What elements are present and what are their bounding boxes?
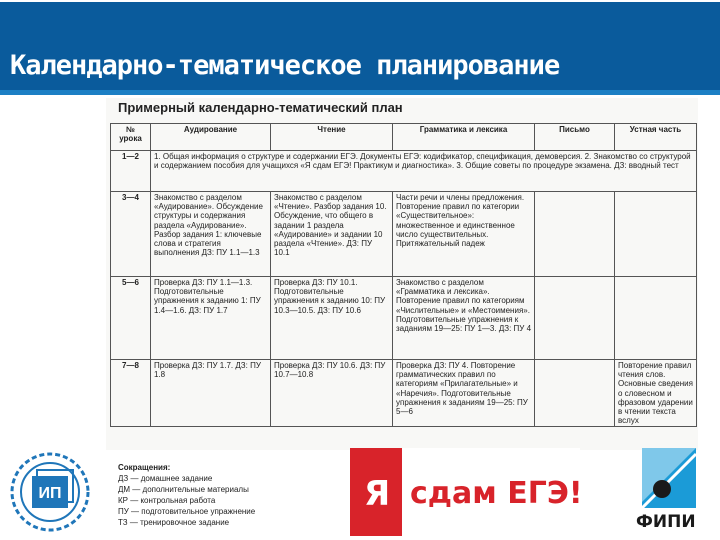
- merged-cell: 1. Общая информация о структуре и содержании ЕГЭ. Документы ЕГЭ: кодификатор, спецификация, демоверсия. 2. Знакомство со структурой и содержанием пособия для учащихся «Я сдам ЕГЭ! Практикум и диагностика». 3. Общие советы по процедуре экзамена. ДЗ: вводный тест: [151, 151, 697, 192]
- lesson-number: 5—6: [111, 277, 151, 360]
- logo-ya-text: Я: [364, 474, 391, 514]
- title-banner: [0, 2, 720, 90]
- table-row: [111, 277, 697, 360]
- table-row: [111, 151, 697, 192]
- header-oral: Устная часть: [615, 124, 697, 151]
- legend-item: ДЗ — домашнее задание: [118, 474, 213, 483]
- reading-cell: Проверка ДЗ: ПУ 10.1. Подготовительные упражнения к заданию 10: ПУ 10.3—10.5. ДЗ: ПУ 10.6: [271, 277, 393, 360]
- table-row: [111, 360, 697, 427]
- lesson-number: 3—4: [111, 192, 151, 277]
- writing-cell: [535, 277, 615, 360]
- header-reading: Чтение: [271, 124, 393, 151]
- plan-table: [110, 123, 697, 427]
- reading-cell: Проверка ДЗ: ПУ 10.6. ДЗ: ПУ 10.7—10.8: [271, 360, 393, 427]
- abbreviations-legend: [118, 462, 255, 528]
- svg-text:ИП: ИП: [38, 485, 62, 502]
- header-writing: Письмо: [535, 124, 615, 151]
- legend-item: ДМ — дополнительные материалы: [118, 485, 249, 494]
- logo-sdam-ege-text: сдам ЕГЭ!: [410, 476, 583, 511]
- table-row: [111, 192, 697, 277]
- oral-cell: [615, 277, 697, 360]
- oral-cell: Повторение правил чтения слов. Основные сведения о словесном и фразовом ударении в чтении текста вслух: [615, 360, 697, 427]
- legend-heading: Сокращения:: [118, 463, 171, 472]
- banner-strip: [0, 90, 720, 95]
- reading-cell: Знакомство с разделом «Чтение». Разбор задания 10. Обсуждение, что общего в задании 1 раздела «Аудирование» и задании 10 раздела «Чтение». ДЗ: ПУ 10.1: [271, 192, 393, 277]
- legend-item: ТЗ — тренировочное задание: [118, 518, 230, 527]
- grammar-cell: Части речи и члены предложения. Повторение правил по категории «Существительное»: множественное и единственное число существительных. Притяжательный падеж: [393, 192, 535, 277]
- header-grammar: Грамматика и лексика: [393, 124, 535, 151]
- writing-cell: [535, 192, 615, 277]
- listening-cell: Знакомство с разделом «Аудирование». Обсуждение структуры и содержания раздела «Аудирование». Разбор задания 1: ключевые слова и стратегия выполнения ДЗ: ПУ 1.1—1.3: [151, 192, 271, 277]
- lesson-number: 7—8: [111, 360, 151, 427]
- slide-title: Календарно-тематическое планирование: [10, 50, 560, 81]
- lesson-number: 1—2: [111, 151, 151, 192]
- ya-sdam-ege-logo: [350, 448, 583, 536]
- fipi-logo-text: ФИПИ: [636, 512, 696, 532]
- listening-cell: Проверка ДЗ: ПУ 1.1—1.3. Подготовительные упражнения к заданию 1: ПУ 1.4—1.6. ДЗ: ПУ 1.7: [151, 277, 271, 360]
- oral-cell: [615, 192, 697, 277]
- writing-cell: [535, 360, 615, 427]
- legend-item: ПУ — подготовительное упражнение: [118, 507, 256, 516]
- institute-logo-icon: [8, 450, 92, 534]
- listening-cell: Проверка ДЗ: ПУ 1.7. ДЗ: ПУ 1.8: [151, 360, 271, 427]
- grammar-cell: Знакомство с разделом «Грамматика и лексика». Повторение правил по категориям «Числительные» и «Местоимения». Подготовительные упражнения к заданиям 19—25: ПУ 1—3. ДЗ: ПУ 4: [393, 277, 535, 360]
- plan-title: Примерный календарно-тематический план: [118, 100, 403, 115]
- grammar-cell: Проверка ДЗ: ПУ 4. Повторение грамматических правил по категориям «Прилагательные» и «Наречия». Подготовительные упражнения к заданиям 19—25: ПУ 5—6: [393, 360, 535, 427]
- legend-item: КР — контрольная работа: [118, 496, 216, 505]
- header-listening: Аудирование: [151, 124, 271, 151]
- header-lesson-number: № урока: [111, 124, 151, 151]
- table-header-row: [111, 124, 697, 151]
